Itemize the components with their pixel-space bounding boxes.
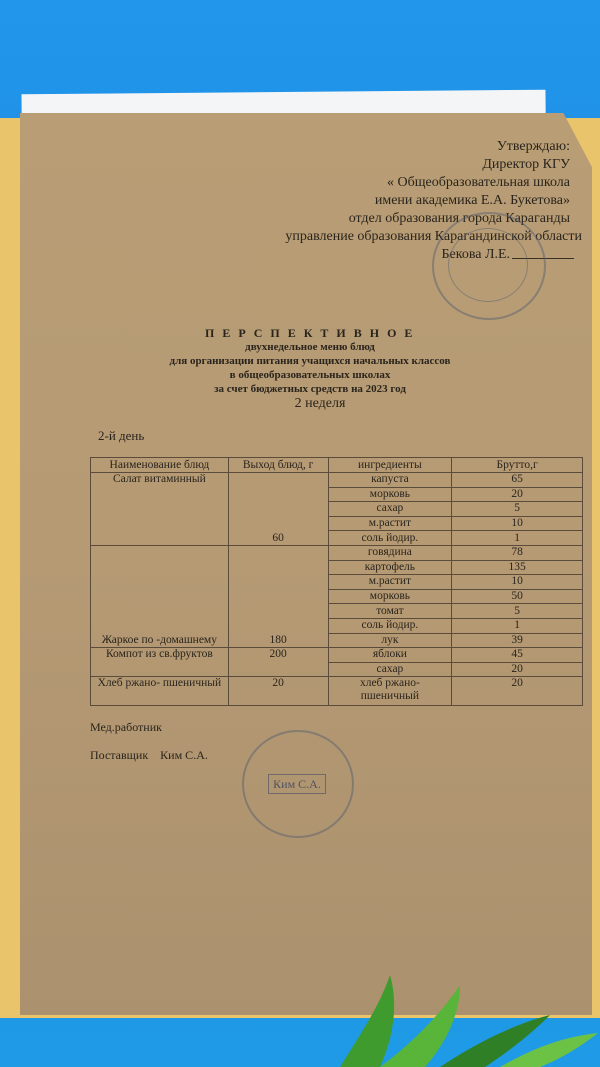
dish-yield: 180 — [228, 545, 328, 647]
gross: 10 — [452, 516, 583, 531]
approval-line-7: Бекова Л.Е. — [441, 247, 510, 262]
dish-name: Жаркое по -домашнему — [91, 545, 229, 647]
approval-line-1: Утверждаю: — [496, 139, 570, 154]
gross: 20 — [452, 677, 583, 706]
gross: 65 — [452, 473, 583, 488]
dish-name: Компот из св.фруктов — [91, 648, 229, 677]
ingredient: говядина — [328, 545, 452, 560]
ingredient: картофель — [328, 560, 452, 575]
menu-table — [90, 457, 583, 706]
approval-line-5: отдел образования города Караганды — [348, 211, 570, 226]
approval-line-2: Директор КГУ — [482, 157, 570, 172]
gross: 135 — [452, 560, 583, 575]
header-ingredients: ингредиенты — [328, 458, 452, 473]
ingredient: сахар — [328, 502, 452, 517]
ingredient: капуста — [328, 473, 452, 488]
doc-heading: П Е Р С П Е К Т И В Н О Е — [205, 326, 415, 340]
gross: 45 — [452, 648, 583, 663]
table-row — [91, 648, 583, 663]
gross: 50 — [452, 589, 583, 604]
approval-line-4: имени академика Е.А. Букетова» — [374, 193, 570, 208]
ingredient: м.растит — [328, 575, 452, 590]
ingredient: яблоки — [328, 648, 452, 663]
ingredient: соль йодир. — [328, 531, 452, 546]
dish-yield: 20 — [228, 677, 328, 706]
ingredient: морковь — [328, 589, 452, 604]
gross: 20 — [452, 662, 583, 677]
gross: 10 — [452, 575, 583, 590]
gross: 39 — [452, 633, 583, 648]
ingredient: лук — [328, 633, 452, 648]
ingredient: хлеб ржано- пшеничный — [328, 677, 452, 706]
gross: 1 — [452, 531, 583, 546]
director-stamp-inner-ring — [448, 228, 528, 302]
dish-name: Хлеб ржано- пшеничный — [91, 677, 229, 706]
table-row — [91, 473, 583, 488]
supplier-label: Поставщик Ким С.А. — [90, 748, 208, 762]
gross: 20 — [452, 487, 583, 502]
ingredient: морковь — [328, 487, 452, 502]
ingredient: м.растит — [328, 516, 452, 531]
ingredient: соль йодир. — [328, 618, 452, 633]
header-gross: Брутто,г — [452, 458, 583, 473]
supplier-stamp-text: Ким С.А. — [268, 774, 326, 794]
approval-line-3: « Общеобразовательная школа — [386, 175, 570, 190]
doc-title-line-4: за счет бюджетных средств на 2023 год — [214, 383, 406, 395]
supplier-stamp — [242, 730, 354, 838]
plant-leaves-icon — [320, 975, 600, 1067]
ingredient: томат — [328, 604, 452, 619]
dish-yield: 200 — [228, 648, 328, 677]
gross: 5 — [452, 604, 583, 619]
header-yield: Выход блюд, г — [228, 458, 328, 473]
header-dish: Наименование блюд — [91, 458, 229, 473]
dish-name: Салат витаминный — [91, 473, 229, 546]
director-stamp — [432, 212, 546, 320]
doc-title-line-2: для организации питания учащихся начальных классов — [169, 355, 451, 367]
table-header-row — [91, 458, 583, 473]
gross: 5 — [452, 502, 583, 517]
table-row — [91, 677, 583, 706]
doc-title-line-3: в общеобразовательных школах — [229, 369, 391, 381]
dish-yield: 60 — [228, 473, 328, 546]
gross: 78 — [452, 545, 583, 560]
doc-title-line-1: двухнедельное меню блюд — [245, 341, 375, 353]
approval-line-6: управление образования Карагандинской области — [285, 229, 582, 244]
table-row — [91, 545, 583, 560]
gross: 1 — [452, 618, 583, 633]
week-label: 2 неделя — [294, 396, 346, 411]
medic-label: Мед.работник — [90, 720, 162, 734]
ingredient: сахар — [328, 662, 452, 677]
day-label: 2-й день — [98, 428, 145, 443]
